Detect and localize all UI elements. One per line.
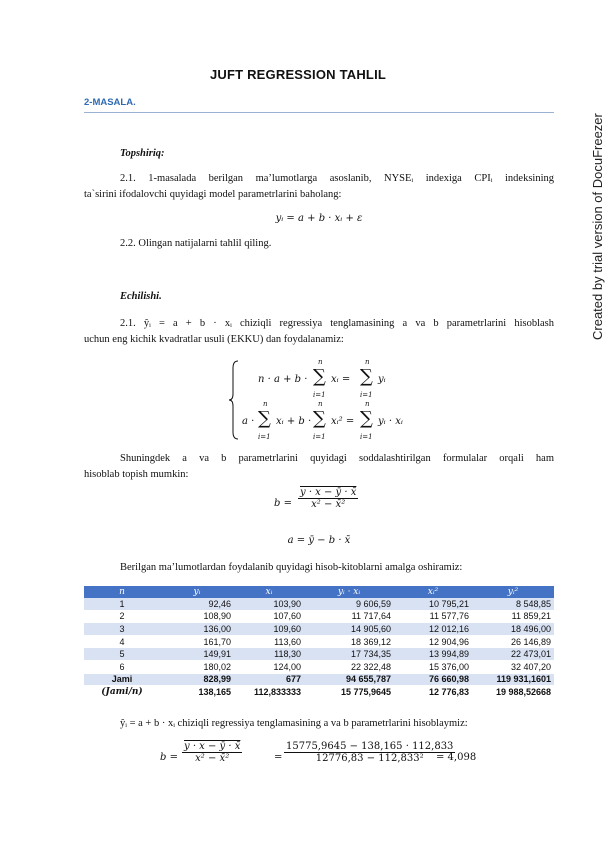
table-header-cell: yᵢ² (472, 586, 554, 598)
sum-icon: ∑ (360, 408, 373, 429)
table-cell: 76 660,98 (394, 673, 472, 686)
sum-icon: ∑ (313, 408, 326, 429)
b-calc-numeric-fraction (284, 741, 455, 764)
table-cell: 108,90 (160, 610, 234, 623)
table-cell: 94 655,787 (304, 673, 394, 686)
table-row (84, 610, 554, 623)
watermark-text: Created by trial version of DocuFreezer (590, 113, 605, 340)
table-cell: 12 904,96 (394, 635, 472, 648)
sum-upper: n (365, 400, 370, 408)
table-cell: 13 994,89 (394, 648, 472, 661)
table-cell: 103,90 (234, 598, 304, 610)
table-cell: 5 (84, 648, 160, 661)
table-header-cell: n (84, 586, 160, 598)
table-cell: 22 473,01 (472, 648, 554, 661)
table-cell: 828,99 (160, 673, 234, 686)
table-cell: 138,165 (160, 686, 234, 699)
task-item-2-2: 2.2. Olingan natijalarni tahlil qiling. (120, 238, 272, 249)
table-cell: 112,833333 (234, 686, 304, 699)
page-title: JUFT REGRESSION TAHLIL (209, 67, 387, 82)
sum-lower: i=1 (258, 433, 271, 441)
normal-equations-system (228, 356, 428, 442)
table-row (84, 635, 554, 648)
table-cell: 124,00 (234, 660, 304, 673)
sum-upper: n (318, 400, 323, 408)
table-average-row (84, 686, 554, 699)
left-brace-icon (228, 360, 240, 440)
b-formula-numerator: y · x − ȳ · x̄ (300, 487, 357, 498)
table-header-cell: xᵢ² (394, 586, 472, 598)
table-cell: 92,46 (160, 598, 234, 610)
table-cell: 677 (234, 673, 304, 686)
b-formula-fraction (298, 487, 358, 510)
table-cell: 11 859,21 (472, 610, 554, 623)
table-cell: 19 988,52668 (472, 686, 554, 699)
table-cell: 109,60 (234, 623, 304, 636)
table-cell: 18 369,12 (304, 635, 394, 648)
b-formula-lhs: b = (274, 498, 292, 509)
table-cell: 32 407,20 (472, 660, 554, 673)
solution-heading: Echilishi. (120, 291, 162, 302)
sum-lower: i=1 (360, 433, 373, 441)
table-cell: 107,60 (234, 610, 304, 623)
table-cell: 12 012,16 (394, 623, 472, 636)
sum-icon: ∑ (258, 408, 271, 429)
b-calc-formula-fraction (182, 741, 242, 764)
solution-paragraph2-line1: Shuningdek a va b parametrlarini quyidagi soddalashtirilgan formulalar orqali ham (120, 453, 554, 464)
table-cell: 136,00 (160, 623, 234, 636)
table-cell: 8 548,85 (472, 598, 554, 610)
sum-upper: n (318, 358, 323, 366)
table-cell: (Jami/n) (84, 686, 160, 699)
solution-paragraph3: Berilgan ma’lumotlardan foydalanib quyidagi hisob-kitoblarni amalga oshiramiz: (120, 562, 463, 573)
sum-lower: i=1 (313, 391, 326, 399)
table-cell: 14 905,60 (304, 623, 394, 636)
task-heading: Topshiriq: (120, 148, 165, 159)
b-formula-denominator: x² − x̄² (298, 498, 358, 510)
a-formula: a = ȳ − b · x̄ (287, 535, 351, 546)
table-cell: 10 795,21 (394, 598, 472, 610)
eq1-left: n · a + b · (258, 374, 308, 385)
sum-upper: n (263, 400, 268, 408)
sum-icon: ∑ (313, 366, 326, 387)
b-formula (262, 487, 382, 521)
table-header-cell: xᵢ (234, 586, 304, 598)
table-row (84, 660, 554, 673)
table-cell: Jami (84, 673, 160, 686)
table-cell: 113,60 (234, 635, 304, 648)
eq1-right: yᵢ (378, 374, 386, 385)
sum-lower: i=1 (313, 433, 326, 441)
b-calc-numeric-numerator: 15775,9645 − 138,165 · 112,833 (286, 741, 454, 752)
eq2-b: xᵢ + b · (276, 416, 312, 427)
table-cell: 119 931,1601 (472, 673, 554, 686)
model-equation: yᵢ = a + b · xᵢ + ε (275, 213, 363, 224)
b-calc-lhs: b = (160, 752, 178, 763)
table-cell: 1 (84, 598, 160, 610)
table-cell: 15 376,00 (394, 660, 472, 673)
b-calc-result: = 4,098 (436, 752, 477, 763)
section-heading: 2-MASALA. (84, 97, 136, 108)
solution-paragraph2-line2: hisoblab topish mumkin: (84, 469, 189, 480)
b-calc-formula-denominator: x² − x̄² (182, 752, 242, 764)
eq2-c: xᵢ² = (331, 416, 355, 427)
table-cell: 11 717,64 (304, 610, 394, 623)
table-cell: 161,70 (160, 635, 234, 648)
table-row (84, 623, 554, 636)
table-cell: 6 (84, 660, 160, 673)
table-cell: 149,91 (160, 648, 234, 661)
table-header-cell: yᵢ · xᵢ (304, 586, 394, 598)
table-cell: 2 (84, 610, 160, 623)
table-sum-row (84, 673, 554, 686)
sum-icon: ∑ (360, 366, 373, 387)
b-calc-formula-numerator: y · x − ȳ · x̄ (184, 741, 241, 752)
solution-paragraph4: ŷᵢ = a + b · xᵢ chiziqli regressiya tenglamasining a va b parametrlarini hisoblaymiz: (120, 718, 468, 729)
eq2-a: a · (242, 416, 255, 427)
table-cell: 9 606,59 (304, 598, 394, 610)
data-table (84, 586, 554, 699)
b-calc-numeric-denominator: 12776,83 − 112,833² (284, 752, 455, 764)
table-cell: 118,30 (234, 648, 304, 661)
b-calc-equals: = (274, 752, 283, 763)
eq1-mid: xᵢ = (331, 374, 351, 385)
task-paragraph-line1: 2.1. 1-masalada berilgan ma’lumotlarga asoslanib, NYSEᵢ indexiga CPIᵢ indeksining (120, 173, 554, 184)
solution-paragraph-line2: uchun eng kichik kvadratlar usuli (EKKU) dan foydalanamiz: (84, 334, 344, 345)
b-calculation (160, 740, 520, 776)
table-cell: 18 496,00 (472, 623, 554, 636)
table-cell: 11 577,76 (394, 610, 472, 623)
table-cell: 4 (84, 635, 160, 648)
table-cell: 3 (84, 623, 160, 636)
table-cell: 26 146,89 (472, 635, 554, 648)
table-cell: 17 734,35 (304, 648, 394, 661)
section-divider (84, 112, 554, 113)
solution-paragraph-line1: 2.1. ŷᵢ = a + b · xᵢ chiziqli regressiya tenglamasining a va b parametrlarini hisoblash (120, 318, 554, 329)
table-cell: 12 776,83 (394, 686, 472, 699)
watermark (574, 20, 605, 340)
table-cell: 15 775,9645 (304, 686, 394, 699)
eq2-d: yᵢ · xᵢ (378, 416, 403, 427)
table-row (84, 598, 554, 610)
task-paragraph-line2: ta`sirini ifodalovchi quyidagi model parametrlarini baholang: (84, 189, 342, 200)
table-row (84, 648, 554, 661)
table-cell: 180,02 (160, 660, 234, 673)
table-header-cell: yᵢ (160, 586, 234, 598)
sum-upper: n (365, 358, 370, 366)
sum-lower: i=1 (360, 391, 373, 399)
table-header-row (84, 586, 554, 598)
table-cell: 22 322,48 (304, 660, 394, 673)
